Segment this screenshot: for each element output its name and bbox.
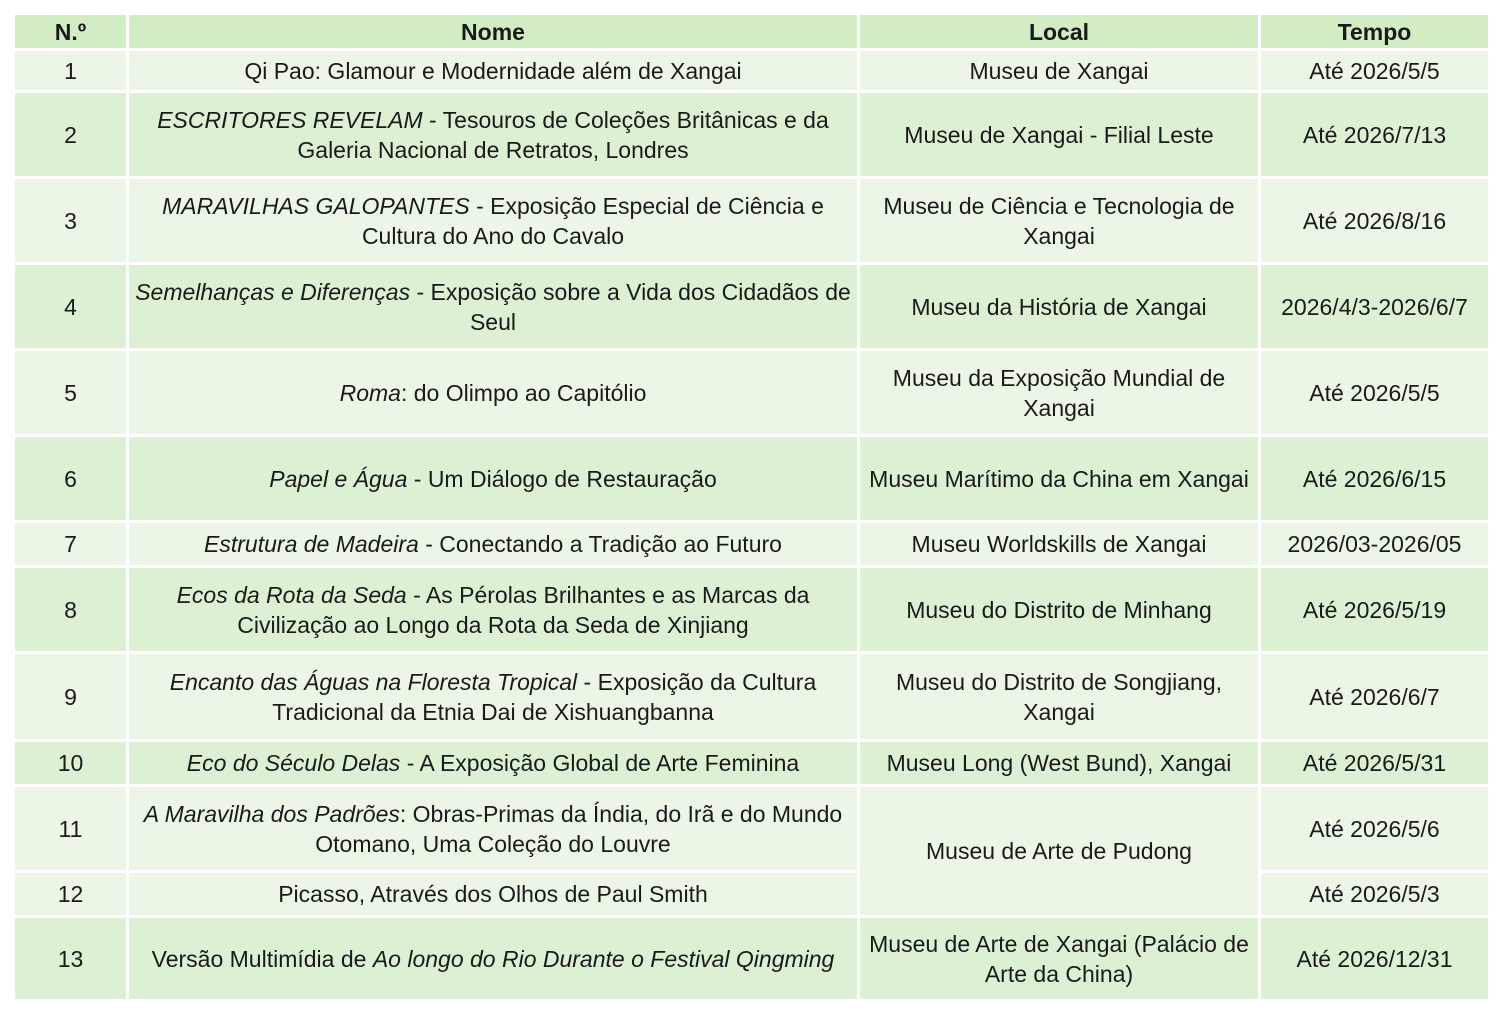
row-num: 11 [14, 786, 128, 872]
row-local: Museu de Ciência e Tecnologia de Xangai [859, 178, 1260, 264]
name-italic: Ao longo do Rio Durante o Festival Qingming [372, 945, 835, 972]
row-time: Até 2026/6/7 [1260, 653, 1490, 741]
table-row [14, 350, 1490, 436]
name-text: : do Olimpo ao Capitólio [400, 379, 647, 406]
table-row [14, 436, 1490, 522]
row-time: Até 2026/5/19 [1260, 567, 1490, 653]
row-time: Até 2026/5/5 [1260, 350, 1490, 436]
row-name [128, 522, 859, 567]
table-row [14, 178, 1490, 264]
row-local: Museu da História de Xangai [859, 264, 1260, 350]
row-time: Até 2026/5/3 [1260, 872, 1490, 917]
row-time: Até 2026/8/16 [1260, 178, 1490, 264]
exhibitions-table [12, 12, 1491, 1002]
name-text: Qi Pao: Glamour e Modernidade além de Xangai [244, 57, 742, 84]
row-num: 3 [14, 178, 128, 264]
row-num: 2 [14, 92, 128, 178]
row-local: Museu do Distrito de Songjiang, Xangai [859, 653, 1260, 741]
name-italic: Roma [339, 379, 401, 406]
header-time: Tempo [1260, 14, 1490, 50]
row-time: 2026/03-2026/05 [1260, 522, 1490, 567]
table-row [14, 741, 1490, 786]
name-italic: Papel e Água [269, 465, 408, 492]
table-row [14, 522, 1490, 567]
name-italic: Ecos da Rota da Seda [176, 581, 407, 608]
name-text: - Exposição Especial de Ciência e Cultura do Ano do Cavalo [361, 192, 824, 249]
table-row [14, 786, 1490, 872]
name-italic: Estrutura de Madeira [204, 531, 419, 557]
name-text: - A Exposição Global de Arte Feminina [400, 750, 800, 776]
row-time: Até 2026/12/31 [1260, 917, 1490, 1001]
row-num: 7 [14, 522, 128, 567]
name-text: - Conectando a Tradição ao Futuro [418, 531, 782, 557]
row-local: Museu do Distrito de Minhang [859, 567, 1260, 653]
name-italic: Eco do Século Delas [186, 750, 401, 776]
row-time: Até 2026/5/31 [1260, 741, 1490, 786]
name-text: : Obras-Primas da Índia, do Irã e do Mundo Otomano, Uma Coleção do Louvre [315, 800, 843, 857]
row-time: 2026/4/3-2026/6/7 [1260, 264, 1490, 350]
table-row [14, 50, 1490, 92]
row-num: 6 [14, 436, 128, 522]
table-row [14, 653, 1490, 741]
row-time: Até 2026/5/6 [1260, 786, 1490, 872]
name-prefix: Versão Multimídia de [151, 945, 373, 972]
header-row [14, 14, 1490, 50]
name-italic: Semelhanças e Diferenças [135, 278, 411, 305]
row-local: Museu de Xangai - Filial Leste [859, 92, 1260, 178]
row-local: Museu da Exposição Mundial de Xangai [859, 350, 1260, 436]
name-text: - Tesouros de Coleções Britânicas e da Galeria Nacional de Retratos, Londres [297, 106, 829, 163]
row-name [128, 567, 859, 653]
row-local: Museu de Xangai [859, 50, 1260, 92]
row-name [128, 917, 859, 1001]
row-name [128, 350, 859, 436]
name-text: - As Pérolas Brilhantes e as Marcas da Civilização ao Longo da Rota da Seda de Xinjiang [237, 581, 810, 638]
row-local: Museu Long (West Bund), Xangai [859, 741, 1260, 786]
row-local: Museu de Arte de Pudong [859, 786, 1260, 917]
row-name [128, 786, 859, 872]
row-time: Até 2026/5/5 [1260, 50, 1490, 92]
header-name: Nome [128, 14, 859, 50]
name-italic: MARAVILHAS GALOPANTES [162, 192, 470, 219]
name-text: - Exposição sobre a Vida dos Cidadãos de Seul [410, 278, 851, 335]
table-row [14, 92, 1490, 178]
table-row [14, 872, 1490, 917]
row-num: 8 [14, 567, 128, 653]
row-name [128, 653, 859, 741]
row-name [128, 178, 859, 264]
row-name [128, 264, 859, 350]
row-name [128, 872, 859, 917]
name-text: Picasso, Através dos Olhos de Paul Smith [278, 881, 708, 907]
row-num: 12 [14, 872, 128, 917]
row-name [128, 741, 859, 786]
name-italic: A Maravilha dos Padrões [143, 800, 400, 827]
table-row [14, 917, 1490, 1001]
header-num: N.º [14, 14, 128, 50]
row-num: 5 [14, 350, 128, 436]
row-name [128, 436, 859, 522]
name-text: - Exposição da Cultura Tradicional da Etnia Dai de Xishuangbanna [272, 668, 817, 725]
row-local: Museu Marítimo da China em Xangai [859, 436, 1260, 522]
name-italic: ESCRITORES REVELAM [157, 106, 423, 133]
row-time: Até 2026/6/15 [1260, 436, 1490, 522]
table-row [14, 264, 1490, 350]
row-local: Museu de Arte de Xangai (Palácio de Arte da China) [859, 917, 1260, 1001]
row-num: 9 [14, 653, 128, 741]
row-name [128, 92, 859, 178]
table-row [14, 567, 1490, 653]
row-name [128, 50, 859, 92]
row-num: 10 [14, 741, 128, 786]
row-local: Museu Worldskills de Xangai [859, 522, 1260, 567]
row-num: 13 [14, 917, 128, 1001]
header-local: Local [859, 14, 1260, 50]
row-num: 4 [14, 264, 128, 350]
name-text: - Um Diálogo de Restauração [407, 465, 717, 492]
name-italic: Encanto das Águas na Floresta Tropical [169, 668, 578, 695]
row-num: 1 [14, 50, 128, 92]
row-time: Até 2026/7/13 [1260, 92, 1490, 178]
